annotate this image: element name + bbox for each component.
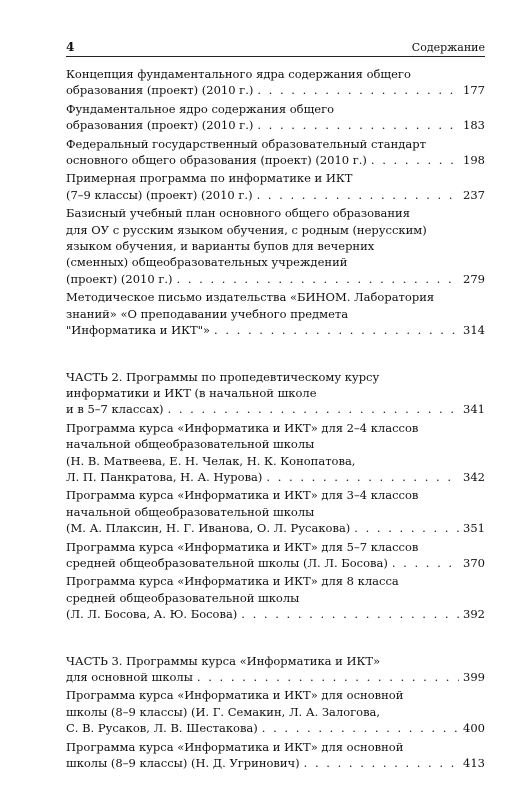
section-gap: [66, 341, 485, 369]
toc-page-number: 341: [463, 402, 485, 417]
dot-leader: [392, 555, 459, 571]
toc-entry-line: начальной общеобразовательной школы: [66, 504, 315, 519]
toc-entry-line: основного общего образования (проект) (2010 г.): [66, 153, 367, 168]
toc-entry-line: Л. П. Панкратова, Н. А. Нурова): [66, 469, 263, 484]
toc-entry-line: средней общеобразовательной школы (Л. Л. Босова): [66, 555, 388, 570]
toc-entry[interactable]: [66, 205, 485, 287]
toc-entry-line: языком обучения, и варианты бупов для вечерних: [66, 239, 375, 254]
dot-leader: [257, 117, 459, 133]
toc-entry[interactable]: [66, 136, 485, 169]
dot-leader: [257, 187, 459, 203]
toc-entry[interactable]: [66, 420, 485, 486]
toc-page-number: 314: [463, 323, 485, 338]
toc-entry-line: для ОУ с русским языком обучения, с родным (нерусским): [66, 222, 427, 237]
toc-entry-line: Федеральный государственный образовательный стандарт: [66, 136, 426, 151]
dot-leader: [262, 720, 459, 736]
page-header: [66, 34, 485, 57]
toc-entry-line: Программа курса «Информатика и ИКТ» для 3–4 классов: [66, 488, 419, 503]
dot-leader: [304, 755, 459, 771]
toc-page-number: 237: [463, 187, 485, 202]
toc-entry-line: средней общеобразовательной школы: [66, 590, 300, 605]
toc-entry-line: информатики и ИКТ (в начальной школе: [66, 385, 317, 400]
section-gap: [66, 625, 485, 653]
toc-page-number: 351: [463, 521, 485, 536]
toc-entry[interactable]: [66, 739, 485, 772]
dot-leader: [266, 469, 459, 485]
toc-page-number: 342: [463, 469, 485, 484]
toc-page-number: 177: [463, 83, 485, 98]
toc-entry-last-line: [66, 720, 485, 736]
toc-entry-line: (проект) (2010 г.): [66, 271, 173, 286]
toc-entry-line: Программа курса «Информатика и ИКТ» для 8 класса: [66, 574, 399, 589]
toc-entry-line: (сменных) общеобразовательных учреждений: [66, 255, 348, 270]
dot-leader: [241, 606, 459, 622]
toc-entry-line: ЧАСТЬ 3. Программы курса «Информатика и ИКТ»: [66, 653, 381, 668]
section-title: Содержание: [411, 41, 485, 54]
toc-entry-line: (М. А. Плаксин, Н. Г. Иванова, О. Л. Русакова): [66, 521, 351, 536]
toc-entry-last-line: [66, 82, 485, 98]
toc-entry-last-line: [66, 669, 485, 685]
toc-entry-line: образования (проект) (2010 г.): [66, 83, 254, 98]
toc-entry[interactable]: [66, 653, 485, 686]
toc-page-number: 399: [463, 670, 485, 684]
toc-entry-last-line: [66, 322, 485, 338]
toc-entry-line: школы (8–9 классы) (Н. Д. Угринович): [66, 756, 300, 771]
toc-page-number: 279: [463, 271, 485, 286]
toc-entry-last-line: [66, 117, 485, 133]
dot-leader: [371, 152, 459, 168]
toc-entry-last-line: [66, 469, 485, 485]
toc-entry-line: Базисный учебный план основного общего образования: [66, 206, 410, 221]
toc-entry-last-line: [66, 152, 485, 168]
toc-entry[interactable]: [66, 170, 485, 203]
dot-leader: [354, 520, 459, 536]
toc-entry-line: Программа курса «Информатика и ИКТ» для основной: [66, 688, 404, 703]
dot-leader: [177, 271, 460, 287]
toc-entry-line: для основной школы: [66, 670, 193, 684]
dot-leader: [197, 669, 459, 685]
toc-entry[interactable]: [66, 289, 485, 338]
toc-entry-line: (Н. В. Матвеева, Е. Н. Челак, Н. К. Конопатова,: [66, 453, 356, 468]
toc-entry[interactable]: [66, 101, 485, 134]
toc-entry-line: С. В. Русаков, Л. В. Шестакова): [66, 721, 258, 736]
toc-entry-line: "Информатика и ИКТ"»: [66, 323, 211, 338]
dot-leader: [257, 82, 459, 98]
toc-entry-last-line: [66, 520, 485, 536]
toc-entry-line: и в 5–7 классах): [66, 402, 164, 417]
toc-entry-line: Программа курса «Информатика и ИКТ» для 5–7 классов: [66, 539, 419, 554]
toc-entry-line: образования (проект) (2010 г.): [66, 118, 254, 133]
toc-page-number: 370: [463, 555, 485, 570]
toc-page-number: 392: [463, 607, 485, 622]
toc-entry-last-line: [66, 555, 485, 571]
toc-entry[interactable]: [66, 573, 485, 622]
toc-entry-line: Фундаментальное ядро содержания общего: [66, 101, 335, 116]
toc-entry-line: школы (8–9 классы) (И. Г. Семакин, Л. А. Залогова,: [66, 704, 381, 719]
toc-page-number: 413: [463, 756, 485, 771]
toc-entry-line: ЧАСТЬ 2. Программы по пропедевтическому курсу: [66, 369, 380, 384]
dot-leader: [168, 401, 459, 417]
toc-entry-line: (7–9 классы) (проект) (2010 г.): [66, 187, 253, 202]
toc-page-number: 400: [463, 721, 485, 736]
toc-entry-last-line: [66, 401, 485, 417]
toc-entry[interactable]: [66, 487, 485, 536]
toc-entry[interactable]: [66, 539, 485, 572]
toc-entry[interactable]: [66, 687, 485, 736]
toc-entry-line: Примерная программа по информатике и ИКТ: [66, 171, 353, 186]
dot-leader: [214, 322, 459, 338]
toc-entry-last-line: [66, 271, 485, 287]
toc-entry-line: знаний» «О преподавании учебного предмета: [66, 306, 349, 321]
table-of-contents: [66, 66, 485, 773]
toc-page-number: 183: [463, 118, 485, 133]
page-number: 4: [66, 40, 75, 54]
toc-entry-last-line: [66, 755, 485, 771]
toc-entry-last-line: [66, 187, 485, 203]
toc-entry[interactable]: [66, 369, 485, 418]
toc-entry[interactable]: [66, 66, 485, 99]
toc-entry-last-line: [66, 606, 485, 622]
toc-entry-line: начальной общеобразовательной школы: [66, 437, 315, 452]
toc-entry-line: (Л. Л. Босова, А. Ю. Босова): [66, 607, 238, 622]
toc-entry-line: Концепция фундаментального ядра содержания общего: [66, 67, 411, 81]
toc-entry-line: Методическое письмо издательства «БИНОМ. Лаборатория: [66, 290, 435, 305]
toc-entry-line: Программа курса «Информатика и ИКТ» для основной: [66, 739, 404, 754]
toc-entry-line: Программа курса «Информатика и ИКТ» для 2–4 классов: [66, 420, 419, 435]
toc-page-number: 198: [463, 153, 485, 168]
